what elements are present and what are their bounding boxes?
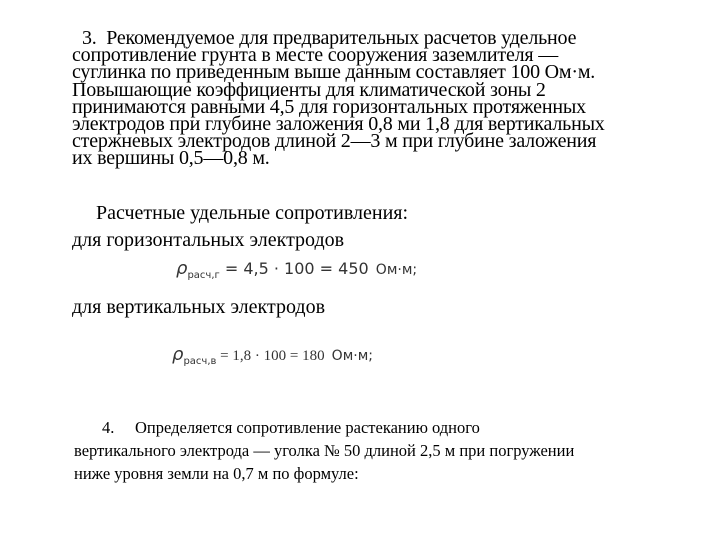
paragraph-item-3 — [72, 27, 672, 170]
paragraph-3-line-8: их вершины 0,5—0,8 м. — [72, 147, 270, 170]
formula-subscript: расч,в — [183, 356, 217, 367]
rho-symbol: ρ — [172, 344, 184, 365]
formula-subscript: расч,г — [187, 270, 220, 281]
paragraph-3-line-7: стержневых электродов длиной 2—3 м при глубине заложения — [72, 130, 597, 153]
vertical-electrodes-label: для вертикальных электродов — [72, 296, 326, 318]
paragraph-4-line-3: ниже уровня земли на 0,7 м по формуле: — [74, 464, 359, 483]
paragraph-3-line-2: сопротивление грунта в месте сооружения заземлителя — — [72, 44, 559, 67]
item-3-number: 3. — [82, 27, 97, 49]
formula-unit: Ом·м; — [375, 262, 418, 278]
paragraph-3-line-3: суглинка по приведенным выше данным составляет 100 Ом·м. — [72, 61, 596, 84]
paragraph-4-line-1: 4. Определяется сопротивление растеканию одного — [102, 418, 480, 437]
item-4-number: 4. — [102, 418, 115, 437]
paragraph-3-line-1: 3. Рекомендуемое для предварительных расчетов удельное — [82, 27, 577, 49]
horizontal-electrodes-label: для горизонтальных электродов — [72, 229, 345, 251]
formula-expression: = 1,8 · 100 = 180 — [216, 348, 325, 364]
paragraph-3-line-6: электродов при глубине заложения 0,8 ми 1,8 для вертикальных — [72, 113, 605, 136]
paragraph-3-line-4: Повышающие коэффициенты для климатической зоны 2 — [72, 78, 546, 101]
rho-symbol: ρ — [176, 258, 188, 279]
formula-expression: = 4,5 · 100 = 450 — [219, 259, 369, 278]
paragraph-4-line-2: вертикального электрода — уголка № 50 длиной 2,5 м при погружении — [74, 441, 575, 460]
resistances-heading: Расчетные удельные сопротивления: — [96, 202, 409, 224]
formula-unit: Ом·м; — [331, 348, 373, 364]
horizontal-resistivity-formula — [176, 258, 417, 281]
paragraph-item-4 — [74, 416, 694, 485]
paragraph-3-line-5: принимаются равными 4,5 для горизонтальных протяженных — [72, 95, 586, 118]
vertical-resistivity-formula — [172, 344, 373, 367]
